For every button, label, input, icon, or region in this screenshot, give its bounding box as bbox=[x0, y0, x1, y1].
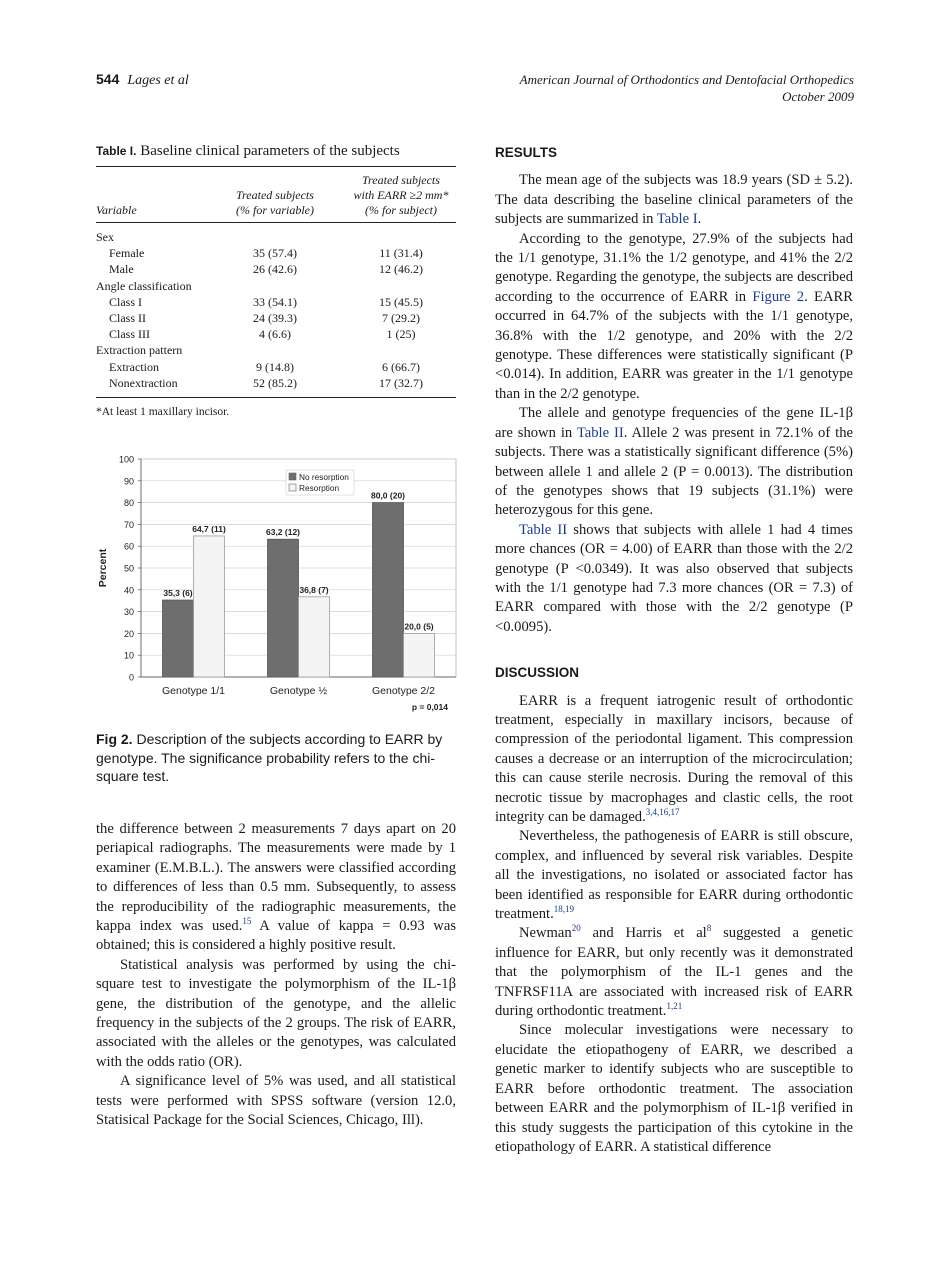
y-tick-label: 60 bbox=[123, 541, 134, 552]
citation-ref[interactable]: 8 bbox=[706, 923, 712, 934]
earr-genotype-bar-chart bbox=[96, 452, 466, 714]
row-label: Class I bbox=[109, 294, 142, 309]
clinical-parameters-table bbox=[96, 166, 456, 398]
figure-label: Fig 2. bbox=[96, 731, 133, 747]
row-label: Nonextraction bbox=[109, 375, 178, 390]
y-tick-label: 20 bbox=[123, 628, 134, 639]
y-tick-label: 10 bbox=[123, 650, 134, 661]
legend-swatch bbox=[289, 484, 296, 491]
y-tick-label: 40 bbox=[123, 585, 134, 596]
figure-2-link[interactable]: Figure 2 bbox=[752, 288, 805, 305]
cell-earr: 17 (32.7) bbox=[379, 375, 423, 390]
results-paragraph-2: According to the genotype, 27.9% of the subjects had the 1/1 genotype, 31.1% the 1/2 genotype, and 41% the 2/2 genotype. Regarding the genotype, the subjects are described according to the occurrence of EARR in Figure 2. EARR occurred in 64.7% of the subjects with the 1/1 genotype, 36.8% with the 1/2 genotype, and 20% with the 2/2 genotype. These differences were statistically significant (P <0.014). In addition, EARR was greater in the 1/1 genotype than in the 2/2 genotype. bbox=[495, 230, 853, 402]
methods-paragraph-1: the difference between 2 measurements 7 days apart on 20 periapical radiographs. The measurements were made by 1 examiner (E.M.B.L.). The answers were classified according to differences of less than 0.5 mm. Subsequently, to assess the reproducibility of the radiographic measurements, the kappa index was used.$^{15}$ A value of kappa = 0.93 was obtained; this is considered a highly positive result. bbox=[96, 821, 456, 954]
table-row bbox=[96, 326, 456, 342]
cell-earr: 12 (46.2) bbox=[379, 262, 423, 277]
results-paragraph-3: The allele and genotype frequencies of the gene IL-1β are shown in Table II. Allele 2 was present in 72.1% of the subjects. There was a statistically significant difference (5%) between allele 1 and allele 2 (P = 0.0013). The distribution of the genotypes shows that 19 subjects (31.1%) were heterozygous for this gene. bbox=[495, 405, 853, 519]
p-value-annotation: p = 0,014 bbox=[411, 702, 448, 712]
cell-treated: 24 (39.3) bbox=[253, 311, 297, 326]
bar bbox=[194, 536, 225, 677]
table-row bbox=[96, 261, 456, 277]
table-row bbox=[96, 223, 456, 246]
results-paragraph-1: The mean age of the subjects was 18.9 years (SD ± 5.2). The data describing the baseline clinical parameters of the subjects are summarized in Table I. bbox=[495, 172, 853, 228]
y-tick-label: 50 bbox=[123, 563, 134, 574]
table-footnote: *At least 1 maxillary incisor. bbox=[96, 406, 230, 419]
results-paragraph-4: Table II shows that subjects with allele 1 had 4 times more chances (OR = 4.00) of EARR than those with the 2/2 genotype (P <0.0349). It was also observed that subjects with the 1/1 genotype had 7.3 more chances (OR = 7.3) of EARR compared with those with the 2/2 genotype (P <0.0095). bbox=[495, 521, 853, 635]
row-group-label: Extraction pattern bbox=[96, 343, 183, 358]
y-tick-label: 80 bbox=[123, 498, 134, 509]
y-tick-label: 30 bbox=[123, 607, 134, 618]
table-2-link[interactable]: Table II bbox=[576, 424, 624, 441]
y-tick-label: 90 bbox=[123, 476, 134, 487]
table-title: Baseline clinical parameters of the subjects bbox=[140, 143, 400, 159]
x-tick-label: Genotype 2/2 bbox=[371, 685, 436, 697]
table-row bbox=[96, 310, 456, 326]
citation-ref[interactable]: 18,19 bbox=[553, 904, 575, 915]
data-label: 36,8 (7) bbox=[299, 584, 329, 595]
journal-name: American Journal of Orthodontics and Dentofacial Orthopedics bbox=[519, 72, 854, 87]
table-row bbox=[96, 245, 456, 261]
cell-treated bbox=[216, 342, 334, 358]
col-header-treated: Treated subjects (% for variable) bbox=[216, 167, 334, 223]
running-header-left bbox=[96, 71, 189, 89]
citation-ref[interactable]: 20 bbox=[571, 923, 581, 934]
discussion-paragraph-1: EARR is a frequent iatrogenic result of orthodontic treatment, especially in maxillary incisors, because of compression of the periodontal ligament. This compression causes a decrease or an interruption of the microcirculation; this can cause sterile necrosis. During the removal of this necrotic tissue by macrophages and clastic cells, the root integrity can be damaged.$^{3,4,16,17}$ bbox=[495, 692, 853, 825]
table-row bbox=[96, 375, 456, 398]
page-number: 544 bbox=[96, 71, 120, 87]
table-row bbox=[96, 359, 456, 375]
row-label: Female bbox=[109, 246, 145, 261]
y-tick-label: 70 bbox=[123, 519, 134, 530]
table-2-link[interactable]: Table II bbox=[519, 521, 568, 538]
legend-entry: No resorption bbox=[299, 472, 349, 482]
table-1 bbox=[96, 143, 456, 418]
discussion-heading: DISCUSSION bbox=[495, 665, 580, 681]
right-column-text bbox=[495, 143, 853, 1157]
data-label: 20,0 (5) bbox=[404, 621, 434, 632]
y-tick-label: 100 bbox=[118, 454, 134, 465]
cell-treated: 4 (6.6) bbox=[259, 327, 291, 342]
data-label: 80,0 (20) bbox=[370, 490, 406, 501]
table-row bbox=[96, 342, 456, 358]
bar bbox=[404, 633, 435, 677]
cell-earr: 6 (66.7) bbox=[382, 359, 420, 374]
table-caption bbox=[96, 143, 456, 160]
results-heading: RESULTS bbox=[495, 145, 558, 160]
table-1-link[interactable]: Table I bbox=[656, 211, 698, 228]
table-row bbox=[96, 294, 456, 310]
row-group-label: Angle classification bbox=[96, 278, 192, 293]
cell-earr: 7 (29.2) bbox=[382, 311, 420, 326]
cell-earr bbox=[346, 278, 456, 294]
bar bbox=[373, 503, 404, 677]
data-label: 64,7 (11) bbox=[192, 523, 226, 534]
row-group-label: Sex bbox=[96, 230, 114, 244]
discussion-paragraph-3: Newman$^{20}$ and Harris et $al^8$ suggested a genetic influence for EARR, but only recently was it demonstrated that the polymorphism of the IL-1 genes and the TNFRSF11A are associated with increased risk of EARR during orthodontic treatment.$^{1,21}$ bbox=[495, 923, 853, 1020]
cell-treated: 33 (54.1) bbox=[253, 294, 297, 309]
cell-treated bbox=[216, 223, 334, 246]
cell-treated: 26 (42.6) bbox=[253, 262, 297, 277]
row-label: Male bbox=[109, 262, 134, 277]
cell-earr: 1 (25) bbox=[386, 327, 416, 342]
left-column-text bbox=[96, 820, 456, 1131]
cell-treated: 35 (57.4) bbox=[253, 246, 297, 261]
row-label: Class III bbox=[109, 327, 150, 342]
col-header-earr: Treated subjects with EARR ≥2 mm* (% for subject) bbox=[346, 167, 456, 223]
col-header-variable: Variable bbox=[96, 203, 137, 217]
x-tick-label: Genotype 1/1 bbox=[161, 685, 226, 697]
discussion-paragraph-2: Nevertheless, the pathogenesis of EARR is still obscure, complex, and influenced by several risk variables. Despite all the investigations, no isolated or associated factor has been identified as responsible for EARR during orthodontic treatment.$^{18,19}$ bbox=[495, 828, 853, 923]
cell-earr bbox=[346, 342, 456, 358]
citation-ref[interactable]: 15 bbox=[242, 916, 252, 927]
bar bbox=[299, 597, 330, 677]
methods-paragraph-3: A significance level of 5% was used, and all statistical tests were performed with SPSS software (version 12.0, Statisical Package for the Social Sciences, Chicago, Ill). bbox=[96, 1073, 456, 1129]
row-label: Extraction bbox=[109, 359, 159, 374]
y-axis-label: Percent bbox=[97, 548, 109, 588]
x-tick-label: Genotype ½ bbox=[269, 685, 328, 697]
y-tick-label: 0 bbox=[128, 672, 134, 683]
methods-paragraph-2: Statistical analysis was performed by using the chi-square test to investigate the polymorphism of the IL-1β gene, the distribution of the genotype, and the allelic frequency in the subjects of the 2 groups. The risk of EARR, associated with the alleles or the genotypes, was calculated with the odds ratio (OR). bbox=[96, 956, 456, 1070]
cell-treated: 52 (85.2) bbox=[253, 375, 297, 390]
cell-treated bbox=[216, 278, 334, 294]
citation-ref[interactable]: 1,21 bbox=[666, 1001, 683, 1012]
table-row bbox=[96, 278, 456, 294]
table-label: Table I. bbox=[96, 144, 137, 158]
data-label: 35,3 (6) bbox=[163, 588, 193, 599]
running-authors: Lages et al bbox=[127, 73, 189, 88]
bar bbox=[163, 600, 194, 677]
figure-caption-text: Description of the subjects according to EARR by genotype. The significance probability refers to the chi-square test. bbox=[96, 731, 443, 784]
figure-caption bbox=[96, 730, 456, 786]
cell-treated: 9 (14.8) bbox=[256, 359, 294, 374]
data-label: 63,2 (12) bbox=[265, 527, 301, 538]
discussion-paragraph-4: Since molecular investigations were necessary to elucidate the etiopathogeny of EARR, we described a genetic marker to identify subjects who are susceptible to EARR before orthodontic treatment. The association between EARR and the polymorphism of IL-1β verified in this study suggests the participation of this cytokine in the etiopathology of EARR. A statistical difference bbox=[495, 1022, 853, 1155]
journal-issue: October 2009 bbox=[782, 89, 854, 104]
legend-swatch bbox=[289, 473, 296, 480]
legend-entry: Resorption bbox=[299, 483, 340, 493]
citation-ref[interactable]: 3,4,16,17 bbox=[645, 807, 680, 818]
row-label: Class II bbox=[109, 311, 146, 326]
cell-earr: 11 (31.4) bbox=[379, 246, 423, 261]
bar bbox=[268, 539, 299, 677]
running-header-right bbox=[434, 71, 854, 105]
cell-earr bbox=[346, 223, 456, 246]
cell-earr: 15 (45.5) bbox=[379, 294, 423, 309]
